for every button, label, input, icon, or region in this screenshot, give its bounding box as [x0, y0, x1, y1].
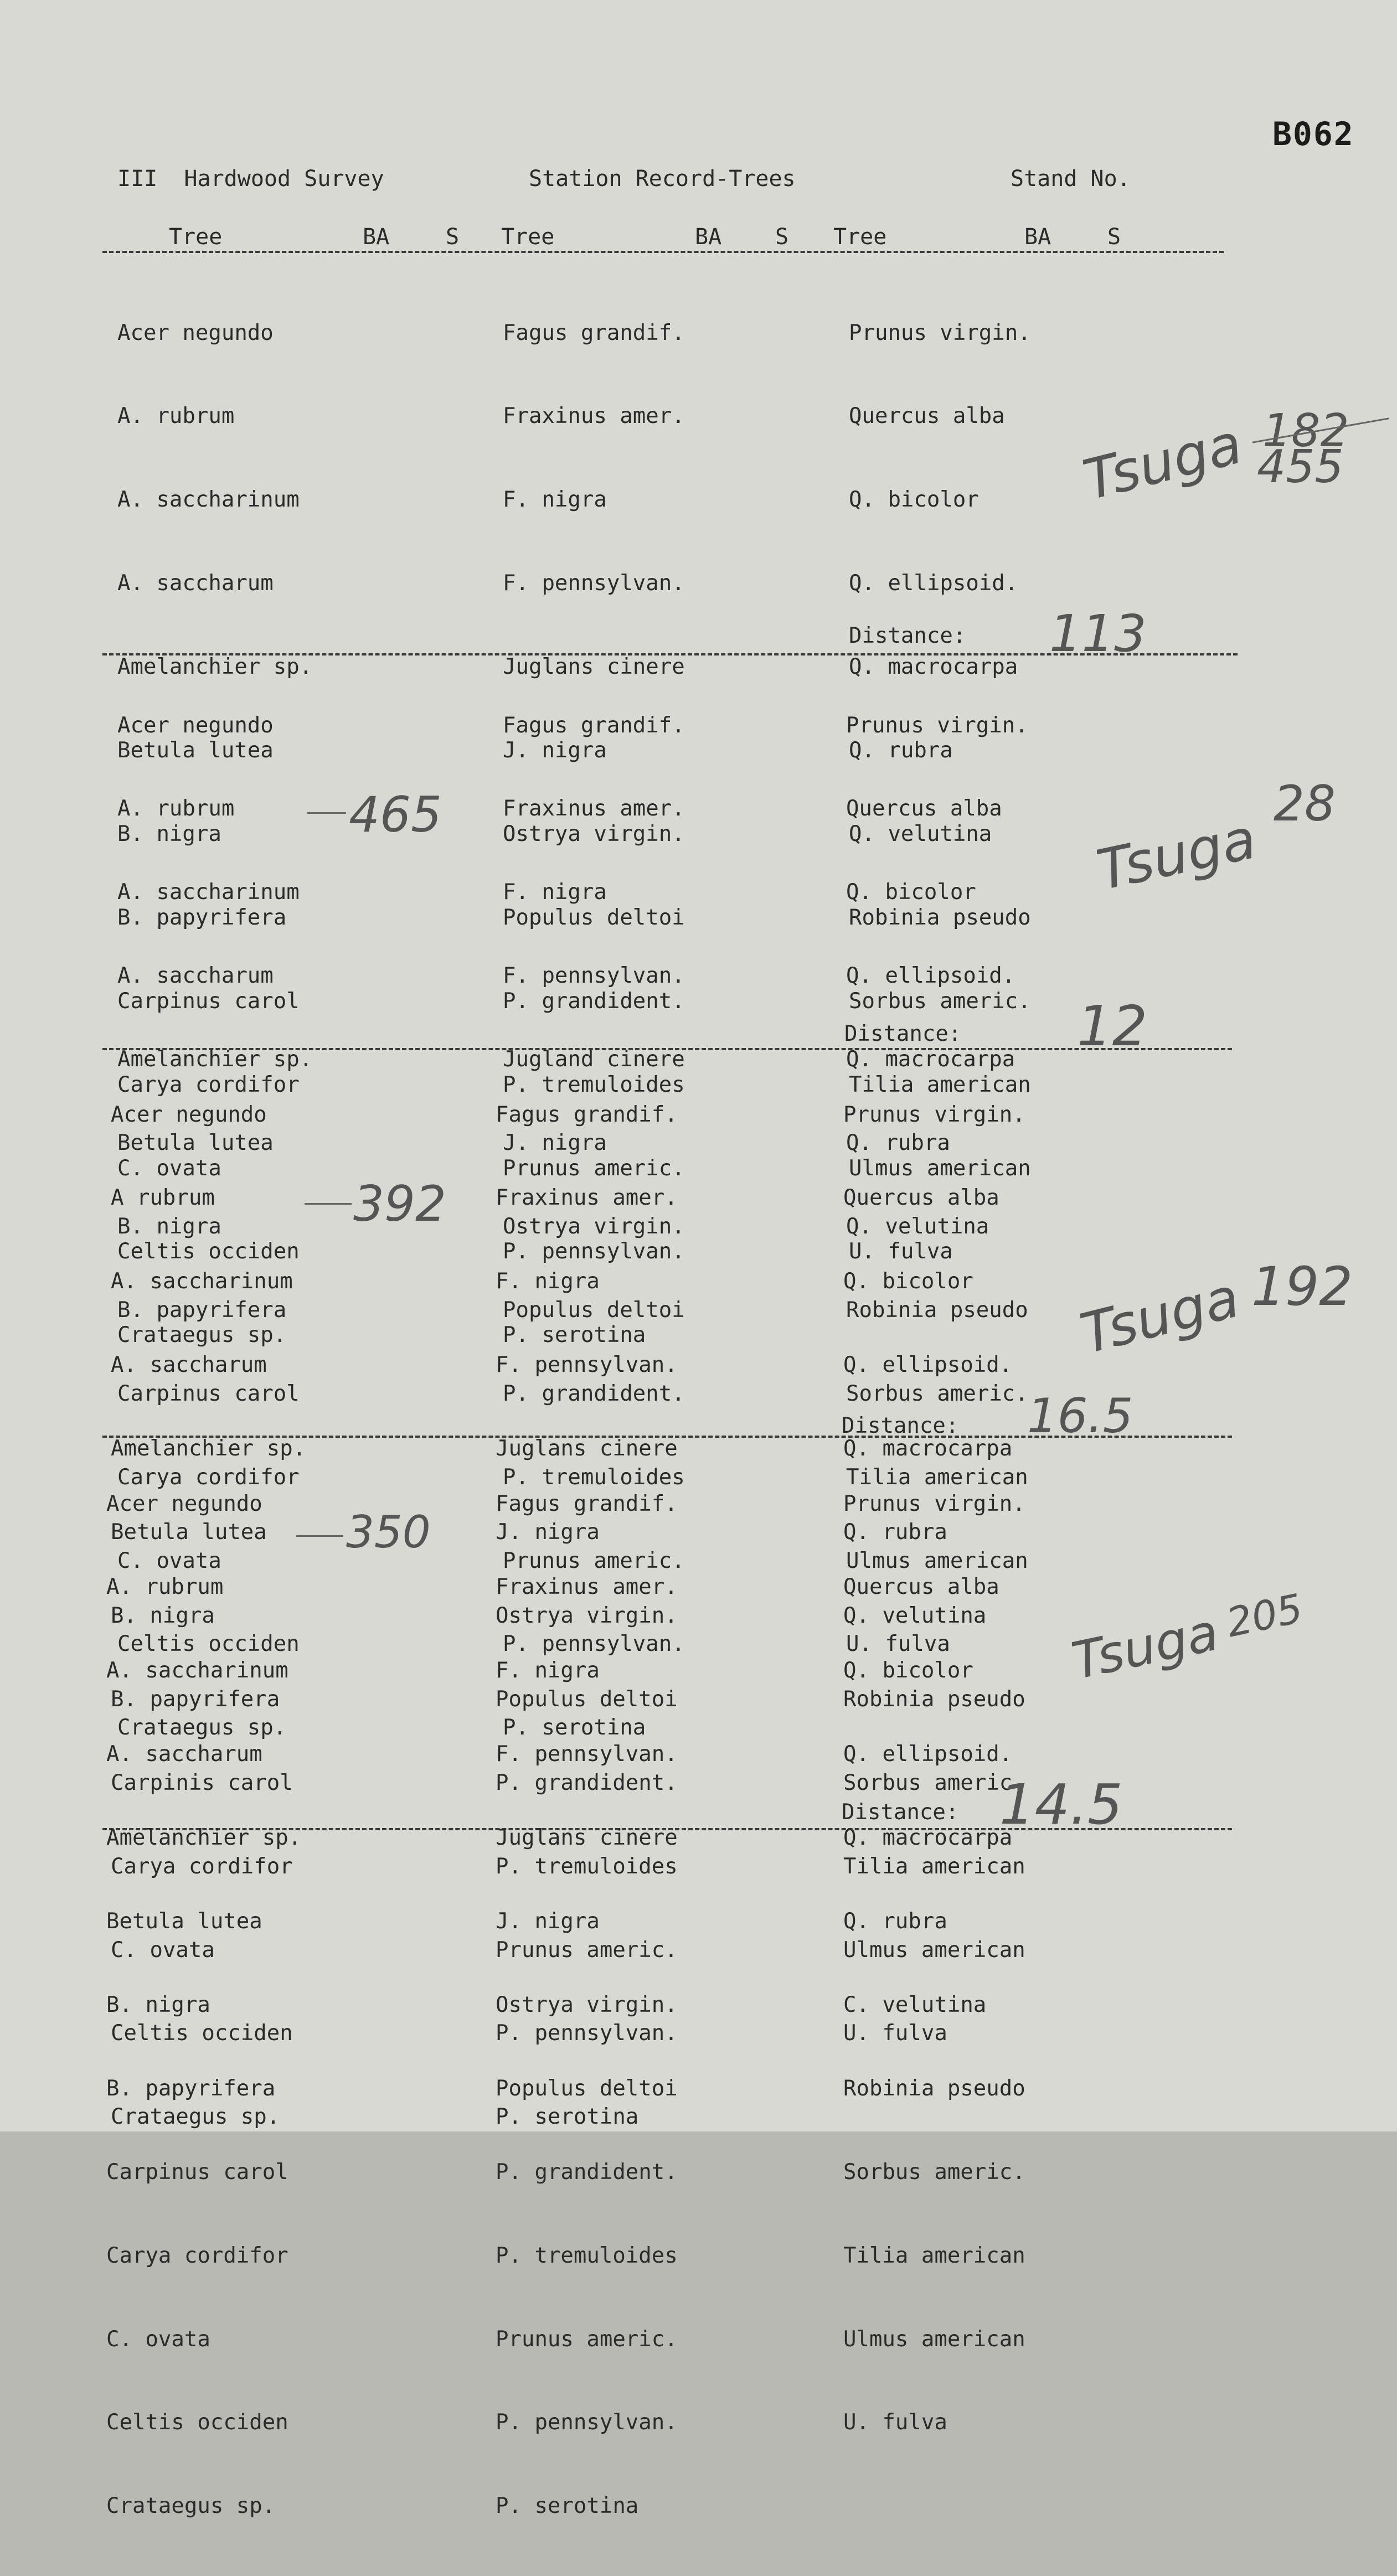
list-item: Celtis occiden — [117, 1632, 300, 1657]
list-item: J. nigra — [496, 1909, 600, 1934]
list-item: Prunus virgin. — [846, 713, 1028, 738]
list-item: Quercus alba — [846, 796, 1002, 822]
list-item: Amelanchier sp. — [106, 1825, 302, 1851]
list-item: Tilia american — [843, 1854, 1025, 1879]
list-item: Amelanchier sp. — [111, 1436, 306, 1462]
list-item: Fraxinus amer. — [496, 1185, 678, 1211]
col2-s-header: S — [775, 224, 789, 250]
list-item: Q. velutina — [846, 1214, 989, 1239]
list-item: Q. velutina — [843, 1603, 987, 1628]
list-item: Q. bicolor — [846, 880, 976, 905]
list-item: Sorbus americ. — [843, 2159, 1025, 2185]
list-item: Fraxinus amer. — [496, 1574, 678, 1600]
list-item: Sorbus americ. — [849, 988, 1031, 1014]
tsuga-total: 455 — [1257, 441, 1344, 493]
tree-column-2 — [496, 1434, 678, 2576]
list-item: C. velutina — [843, 1992, 987, 2017]
list-item: U. fulva — [843, 2410, 947, 2435]
list-item: Q. bicolor — [843, 1658, 973, 1684]
col2-ba-header: BA — [695, 224, 722, 250]
list-item: F. pennsylvan. — [503, 963, 685, 989]
list-item: A. saccharinum — [117, 487, 300, 513]
list-item: Prunus virgin. — [843, 1491, 1025, 1516]
list-item: P. serotina — [496, 2104, 639, 2130]
distance-label: Distance: — [842, 1413, 959, 1438]
list-item: Ostrya virgin. — [503, 1214, 685, 1239]
list-item: P. pennsylvan. — [503, 1632, 685, 1657]
list-item: Populus deltoi — [496, 1686, 678, 1712]
list-item: P. pennsylvan. — [496, 2021, 678, 2046]
list-item: C. ovata — [117, 1548, 221, 1573]
note-connector — [296, 1535, 343, 1537]
tree-column-3 — [843, 1434, 1025, 2492]
list-item: J. nigra — [496, 1520, 600, 1545]
col3-tree-header: Tree — [833, 224, 887, 250]
list-item: A. rubrum — [117, 404, 235, 429]
note-connector — [307, 812, 346, 814]
list-item: Crataegus sp. — [117, 1715, 287, 1741]
list-item: Quercus alba — [843, 1574, 999, 1600]
list-item: Quercus alba — [843, 1185, 999, 1211]
list-item: Fagus grandif. — [503, 320, 685, 345]
list-item: Populus deltoi — [503, 1297, 685, 1323]
list-item: Q. bicolor — [843, 1269, 973, 1294]
list-item: A. rubrum — [117, 796, 235, 822]
list-item: Q. ellipsoid. — [846, 963, 1015, 989]
list-item: P. pennsylvan. — [503, 1239, 685, 1264]
distance-value: 16.5 — [1027, 1388, 1133, 1444]
list-item: Q. rubra — [843, 1520, 947, 1545]
ba-note: 465 — [349, 786, 442, 843]
list-item: P. grandident. — [503, 1381, 685, 1406]
list-item: Q. rubra — [843, 1909, 947, 1934]
list-item: Acer negundo — [106, 1491, 262, 1516]
list-item: P. grandident. — [496, 1770, 678, 1795]
divider-header — [102, 251, 1224, 253]
list-item: Sorbus americ. — [843, 1770, 1025, 1795]
document-id: B062 — [1272, 115, 1354, 153]
list-item: A. saccharum — [111, 1352, 267, 1378]
list-item: Tilia american — [843, 2243, 1025, 2268]
list-item: Ulmus american — [846, 1548, 1028, 1573]
list-item: Populus deltoi — [503, 905, 685, 930]
tsuga-count: 28 — [1274, 775, 1336, 832]
list-item: B. papyrifera — [106, 2076, 276, 2101]
list-item: Crataegus sp. — [106, 2494, 276, 2519]
list-item: Fraxinus amer. — [503, 796, 685, 822]
col1-ba-header: BA — [363, 224, 390, 250]
list-item: P. grandident. — [496, 2159, 678, 2185]
col1-tree-header: Tree — [169, 224, 223, 250]
survey-title: III Hardwood Survey — [117, 166, 384, 192]
list-item: C. ovata — [117, 1155, 221, 1181]
list-item: Jugland cinere — [503, 1047, 685, 1072]
list-item: Celtis occiden — [106, 2410, 288, 2435]
list-item: Juglans cinere — [503, 654, 685, 680]
list-item: A. saccharinum — [117, 880, 300, 905]
list-item: Prunus americ. — [496, 2326, 678, 2352]
distance-value: 14.5 — [999, 1772, 1123, 1837]
list-item: Fagus grandif. — [496, 1102, 678, 1127]
list-item: Ulmus american — [849, 1155, 1031, 1181]
list-item: B. nigra — [111, 1603, 215, 1628]
list-item: P. serotina — [496, 2494, 639, 2519]
list-item: Q. macrocarpa — [849, 654, 1018, 680]
tsuga-count: 182 — [1262, 405, 1349, 457]
list-item: Prunus americ. — [496, 1937, 678, 1963]
list-item: Fagus grandif. — [496, 1491, 678, 1516]
distance-label: Distance: — [842, 1800, 959, 1825]
list-item: Juglans cinere — [496, 1825, 678, 1851]
col3-s-header: S — [1107, 224, 1121, 250]
list-item: F. nigra — [496, 1269, 600, 1294]
list-item: Quercus alba — [849, 404, 1005, 429]
list-item: Q. ellipsoid. — [849, 571, 1018, 596]
list-item: A. saccharum — [117, 963, 274, 989]
list-item: Q. rubra — [849, 738, 953, 763]
list-item: Celtis occiden — [111, 2021, 293, 2046]
list-item: Ostrya virgin. — [503, 821, 685, 846]
list-item: U. fulva — [846, 1632, 950, 1657]
list-item: Carpinus carol — [117, 988, 300, 1014]
list-item: Q. ellipsoid. — [843, 1742, 1013, 1767]
list-item: Acer negundo — [111, 1102, 267, 1127]
list-item: Prunus virgin. — [843, 1102, 1025, 1127]
tsuga-note: Tsuga — [1077, 411, 1249, 513]
list-item: P. tremuloides — [496, 1854, 678, 1879]
list-item: A. saccharinum — [106, 1658, 288, 1684]
list-item: Tilia american — [846, 1464, 1028, 1490]
col3-ba-header: BA — [1024, 224, 1051, 250]
list-item: Betula lutea — [117, 1130, 274, 1156]
list-item: Ulmus american — [843, 1937, 1025, 1963]
list-item: Carya cordifor — [111, 1854, 293, 1879]
distance-value: 113 — [1049, 604, 1147, 663]
list-item: Juglans cinere — [496, 1436, 678, 1462]
stand-number-label: Stand No. — [1011, 166, 1131, 192]
list-item: J. nigra — [503, 1130, 607, 1156]
list-item: A. rubrum — [106, 1574, 224, 1600]
list-item: Q. macrocarpa — [846, 1047, 1015, 1072]
distance-value: 12 — [1077, 994, 1148, 1059]
list-item: P. serotina — [503, 1715, 646, 1741]
list-item: Acer negundo — [117, 320, 274, 345]
list-item: B. papyrifera — [117, 1297, 287, 1323]
list-item: P. tremuloides — [503, 1072, 685, 1097]
list-item: Q. rubra — [846, 1130, 950, 1156]
tsuga-count: 205 — [1222, 1584, 1307, 1646]
list-item: C. ovata — [111, 1937, 215, 1963]
list-item: Prunus virgin. — [849, 320, 1031, 345]
list-item: P. grandident. — [503, 988, 685, 1014]
list-item: Robinia pseudo — [846, 1297, 1028, 1323]
list-item: P. serotina — [503, 1323, 646, 1348]
list-item: Q. bicolor — [849, 487, 979, 513]
list-item: Prunus americ. — [503, 1548, 685, 1573]
list-item: Q. macrocarpa — [843, 1436, 1013, 1462]
list-item: Q. velutina — [849, 821, 992, 846]
list-item: Robinia pseudo — [843, 2076, 1025, 2101]
ba-note: 392 — [353, 1175, 446, 1232]
list-item: Carpinus carol — [117, 1381, 300, 1406]
tsuga-note: Tsuga — [1066, 1602, 1224, 1691]
list-item: B. papyrifera — [111, 1686, 280, 1712]
list-item: A. saccharum — [117, 571, 274, 596]
list-item: Amelanchier sp. — [117, 1047, 313, 1072]
list-item: Sorbus americ. — [846, 1381, 1028, 1406]
list-item: Carpinus carol — [106, 2159, 288, 2185]
list-item: F. pennsylvan. — [503, 571, 685, 596]
distance-label: Distance: — [844, 1021, 962, 1046]
list-item: Q. macrocarpa — [843, 1825, 1013, 1851]
list-item: U. fulva — [843, 2021, 947, 2046]
list-item: Crataegus sp. — [117, 1323, 287, 1348]
list-item: A rubrum — [111, 1185, 215, 1211]
list-item: Crataegus sp. — [111, 2104, 280, 2130]
list-item: F. pennsylvan. — [496, 1742, 678, 1767]
list-item: Carya cordifor — [117, 1072, 300, 1097]
list-item: Fraxinus amer. — [503, 404, 685, 429]
list-item: Prunus americ. — [503, 1155, 685, 1181]
list-item: U. fulva — [849, 1239, 953, 1264]
col1-s-header: S — [446, 224, 460, 250]
list-item: Ulmus american — [843, 2326, 1025, 2352]
list-item: Q. ellipsoid. — [843, 1352, 1013, 1378]
list-item: F. nigra — [503, 880, 607, 905]
list-item: Fagus grandif. — [503, 713, 685, 738]
list-item: P. pennsylvan. — [496, 2410, 678, 2435]
list-item: J. nigra — [503, 738, 607, 763]
tsuga-note: Tsuga — [1074, 1264, 1246, 1367]
tree-column-1 — [106, 1434, 301, 2576]
list-item: A. saccharinum — [111, 1269, 293, 1294]
list-item: B. nigra — [106, 1992, 210, 2017]
list-item: Betula lutea — [106, 1909, 262, 1934]
distance-label: Distance: — [849, 623, 966, 648]
list-item: B. nigra — [117, 821, 221, 846]
list-item: Ostrya virgin. — [496, 1603, 678, 1628]
list-item: Betula lutea — [111, 1520, 267, 1545]
list-item: F. nigra — [503, 487, 607, 513]
list-item: Robinia pseudo — [849, 905, 1031, 930]
note-connector — [305, 1203, 352, 1205]
list-item: Carya cordifor — [117, 1464, 300, 1490]
list-item: Carpinis carol — [111, 1770, 293, 1795]
list-item: Robinia pseudo — [843, 1686, 1025, 1712]
list-item: B. nigra — [117, 1214, 221, 1239]
list-item: A. saccharum — [106, 1742, 262, 1767]
list-item: P. tremuloides — [503, 1464, 685, 1490]
list-item: P. tremuloides — [496, 2243, 678, 2268]
list-item: Amelanchier sp. — [117, 654, 313, 680]
list-item: Betula lutea — [117, 738, 274, 763]
list-item: B. papyrifera — [117, 905, 287, 930]
list-item: Ostrya virgin. — [496, 1992, 678, 2017]
list-item: Populus deltoi — [496, 2076, 678, 2101]
list-item: Acer negundo — [117, 713, 274, 738]
record-title: Station Record-Trees — [529, 166, 796, 192]
list-item: Tilia american — [849, 1072, 1031, 1097]
tsuga-note: Tsuga — [1091, 806, 1262, 903]
list-item: F. pennsylvan. — [496, 1352, 678, 1378]
list-item: Celtis occiden — [117, 1239, 300, 1264]
list-item: C. ovata — [106, 2326, 210, 2352]
tsuga-count: 192 — [1251, 1256, 1353, 1318]
list-item: Carya cordifor — [106, 2243, 288, 2268]
list-item: F. nigra — [496, 1658, 600, 1684]
col2-tree-header: Tree — [501, 224, 555, 250]
ba-note: 350 — [346, 1506, 431, 1558]
